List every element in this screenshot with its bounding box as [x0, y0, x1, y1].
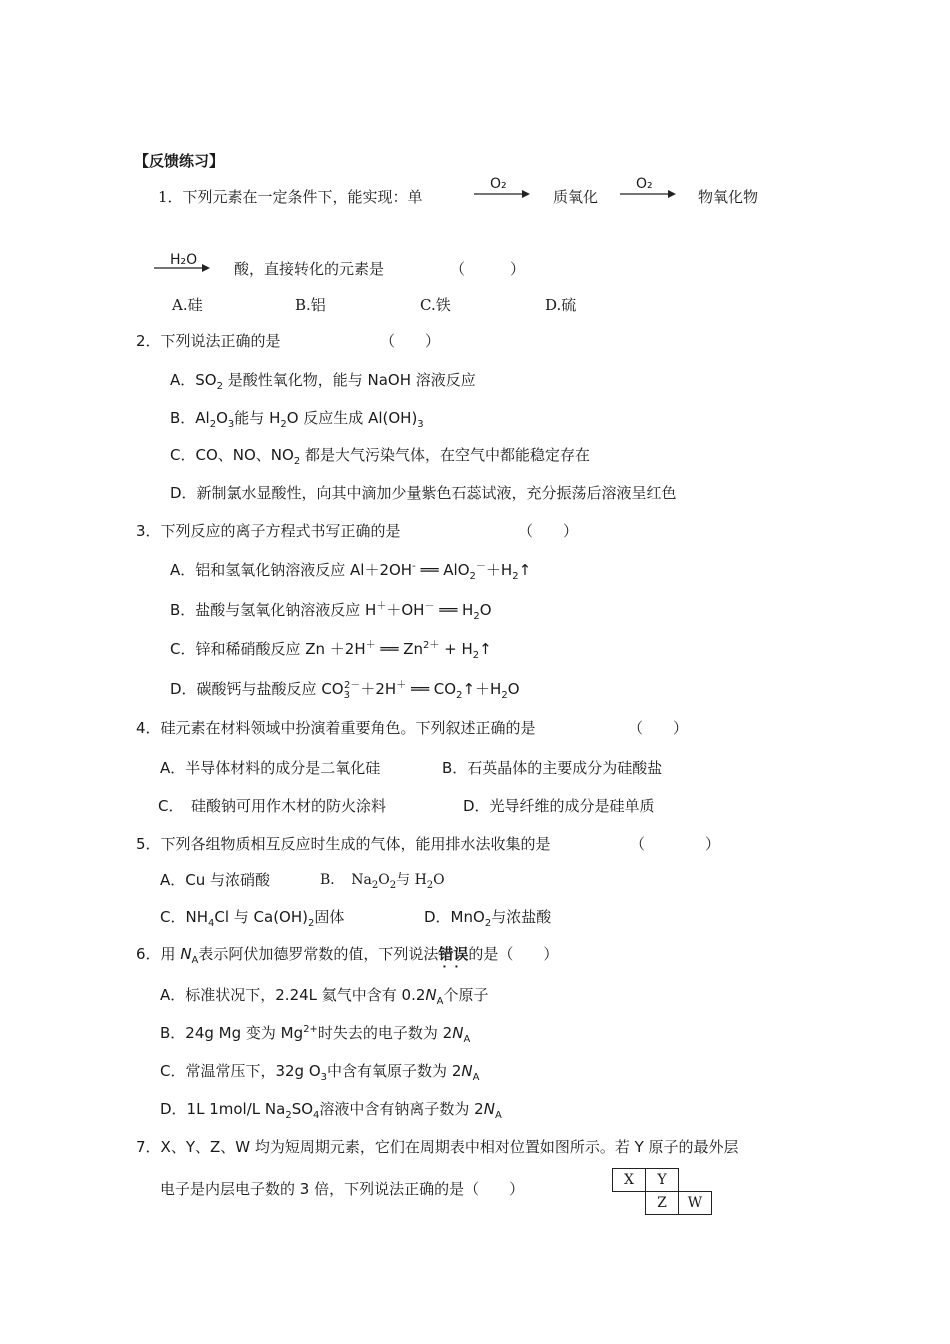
q6-option-b: B．24g Mg 变为 $Mg^{2+}$时失去的电子数为 $2N_A$ [160, 1024, 471, 1045]
q3-option-d: D．碳酸钙与盐酸反应 $CO_3^{2-}+2H^+$ ══ $CO_2↑+H_2O$ [170, 680, 520, 701]
option-a: A.硅 [172, 296, 203, 314]
reaction-arrow-h2o [154, 252, 210, 276]
section-heading: 【反馈练习】 [134, 152, 225, 170]
q2-stem: 2．下列说法正确的是 [136, 332, 281, 350]
q7-stem-line2: 电子是内层电子数的 3 倍，下列说法正确的是（ ） [160, 1180, 525, 1198]
cell-empty [679, 1169, 712, 1192]
right-arrow-icon [154, 252, 210, 276]
q3-option-c: C．锌和稀硝酸反应 Zn ＋2H＋ ══ $Zn^{2+}$ + $H_2↑$ [170, 640, 492, 661]
q5-option-d: D．MnO$_2$与浓盐酸 [424, 908, 552, 929]
q4-option-b: B．石英晶体的主要成分为硅酸盐 [442, 759, 663, 777]
cell-empty [613, 1192, 646, 1215]
q5-option-a: A．Cu 与浓硝酸 [160, 871, 271, 889]
q4-option-c: C． 硅酸钠可用作木材的防火涂料 [158, 797, 386, 815]
q4-option-d: D．光导纤维的成分是硅单质 [463, 797, 655, 815]
reaction-arrow-o2-2 [620, 176, 676, 200]
answer-paren: （ ） [380, 332, 441, 350]
cell-z: Z [646, 1192, 679, 1215]
q5-option-c: C．$NH_4Cl$ 与 $Ca(OH)_2$固体 [160, 908, 345, 929]
cell-x: X [613, 1169, 646, 1192]
q3-option-b: B．盐酸与氢氧化钠溶液反应 H＋＋OH－ ══ $H_2O$ [170, 601, 492, 622]
q1-part3: 物氧化物 [698, 188, 759, 206]
q4-stem: 4．硅元素在材料领域中扮演着重要角色。下列叙述正确的是 [136, 719, 536, 737]
answer-paren: （ ） [628, 719, 689, 737]
cell-w: W [679, 1192, 712, 1215]
q1-part2: 质氧化 [553, 188, 599, 206]
q3-option-a: A．铝和氢氧化钠溶液反应 Al＋2OH- ══ $AlO_2^-+H_2↑$ [170, 561, 532, 582]
q2-option-b: B．$Al_2O_3$能与 $H_2O$ 反应生成 $Al(OH)_3$ [170, 409, 424, 430]
q1-part4: 酸，直接转化的元素是 [234, 260, 385, 278]
q6-option-c: C．常温常压下，32g $O_3$中含有氧原子数为 $2N_A$ [160, 1062, 480, 1083]
right-arrow-icon [474, 176, 530, 200]
cell-y: Y [646, 1169, 679, 1192]
arrow-label: O₂ [490, 176, 507, 192]
arrow-label: H₂O [170, 252, 198, 268]
q6-option-a: A．标准状况下，2.24L 氦气中含有 $0.2N_A$个原子 [160, 986, 489, 1007]
reaction-arrow-o2-1 [474, 176, 530, 200]
q3-stem: 3．下列反应的离子方程式书写正确的是 [136, 522, 401, 540]
option-b: B.铝 [295, 296, 326, 314]
answer-paren: （ ） [450, 260, 526, 278]
right-arrow-icon [620, 176, 676, 200]
option-d: D.硫 [545, 296, 577, 314]
q6-option-d: D．1L 1mol/L $Na_2SO_4$溶液中含有钠离子数为 $2N_A$ [160, 1100, 502, 1121]
answer-paren: （ ） [630, 835, 721, 853]
q5-stem: 5．下列各组物质相互反应时生成的气体，能用排水法收集的是 [136, 835, 551, 853]
q2-option-c: C．CO、NO、$NO_2$ 都是大气污染气体，在空气中都能稳定存在 [170, 446, 590, 467]
answer-paren: （ ） [518, 522, 579, 540]
q1-part1: 1．下列元素在一定条件下，能实现：单 [158, 188, 423, 206]
q7-stem-line1: 7．X、Y、Z、W 均为短周期元素，它们在周期表中相对位置如图所示。若 Y 原子的最外层 [136, 1138, 739, 1156]
q6-stem: 6．用 $N_A$表示阿伏加德罗常数的值，下列说法错误 · ·的是（ ） [136, 944, 558, 964]
arrow-label: O₂ [636, 176, 653, 192]
option-c: C.铁 [420, 296, 451, 314]
q4-option-a: A．半导体材料的成分是二氧化硅 [160, 759, 381, 777]
periodic-table-fragment [612, 1168, 712, 1215]
q5-option-b: B． $Na_2O_2$与 $H_2O$ [320, 872, 445, 891]
emphasis-word: 错误 · · [438, 944, 468, 964]
q2-option-d: D．新制氯水显酸性，向其中滴加少量紫色石蕊试液，充分振荡后溶液呈红色 [170, 484, 677, 502]
q2-option-a: A．$SO_2$ 是酸性氧化物，能与 NaOH 溶液反应 [170, 371, 476, 392]
